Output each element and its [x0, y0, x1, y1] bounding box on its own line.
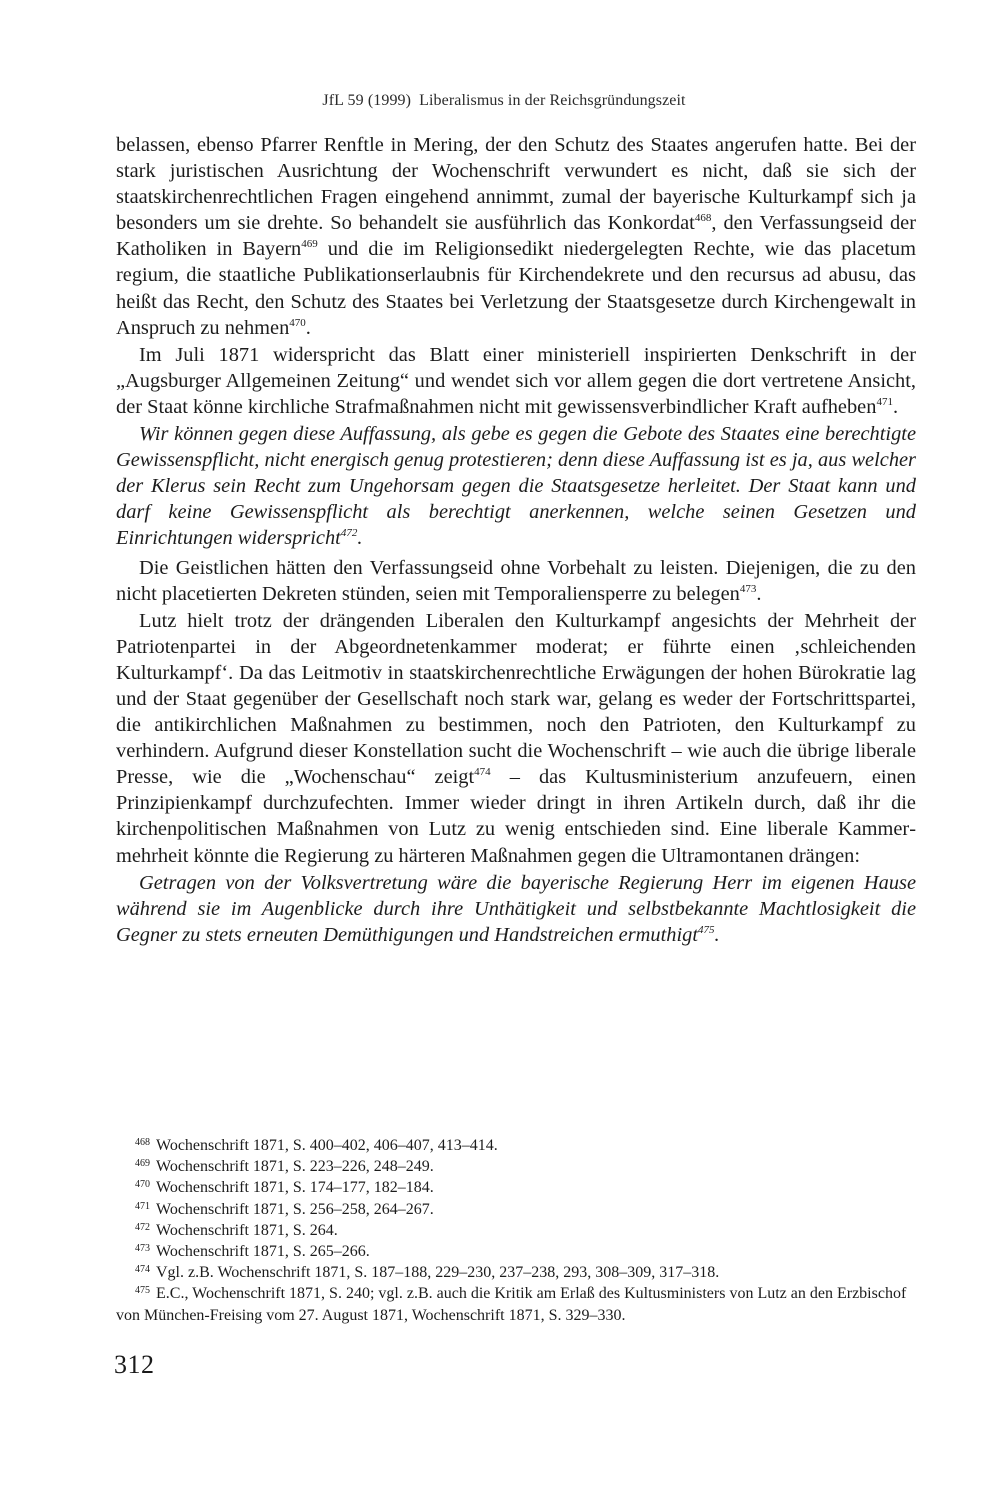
paragraph	[116, 342, 916, 420]
footnote-text: Wochenschrift 1871, S. 174–177, 182–184.	[156, 1179, 434, 1197]
text-run: – das Kultusministerium anzufeuern, einen Prinzipienkampf durchzufechten. Immer wieder dringt in ihren Artikeln durch, daß ihr die kirchenpolitischen Maßnahmen von Lutz zu wenig entschieden sind. Eine liberale Kammermehrheit könnte die Regierung zu härteren Maßnahmen gegen die Ultramontanen drängen:	[116, 766, 916, 867]
footnote-ref[interactable]: 468	[694, 212, 712, 225]
footnote-text: Wochenschrift 1871, S. 264.	[156, 1221, 338, 1239]
text-run: , den Verfassungseid der Katholiken in Bayern	[116, 212, 916, 261]
page-number: 312	[114, 1350, 155, 1379]
footnote	[116, 1241, 916, 1262]
footnotes	[116, 1135, 916, 1326]
footnote-text: Wochenschrift 1871, S. 256–258, 264–267.	[156, 1200, 434, 1218]
footnote-ref[interactable]: 471	[876, 395, 893, 408]
footnote	[116, 1199, 916, 1220]
text-run: .	[756, 582, 762, 605]
footnote-number: 470	[135, 1179, 150, 1191]
footnote-number: 475	[135, 1285, 150, 1297]
text-run: Getragen von der Volksvertretung wäre die bayerische Regierung Herr im eigenen Hause während sie im Augenblicke durch ihre Unthätigkeit und selbstbekannte Machtlosigkeit die Gegner zu stets erneuten Demüthigungen und Handstreichen ermuthigt	[116, 871, 916, 946]
body-text	[116, 132, 916, 951]
running-head-title: Liberalismus in der Reichsgründungszeit	[419, 92, 686, 109]
running-head-journal: JfL 59 (1999)	[322, 92, 412, 109]
footnote-text: Wochenschrift 1871, S. 265–266.	[156, 1243, 370, 1261]
text-run: .	[305, 316, 311, 339]
block-quote	[116, 870, 916, 948]
footnote-ref[interactable]: 472	[340, 527, 358, 540]
footnote-number: 468	[135, 1137, 150, 1148]
text-run: .	[892, 395, 899, 418]
text-run: Die Geistlichen hätten den Verfassungseid ohne Vorbehalt zu leisten. Diejenigen, die zu den nicht placetierten Dekreten stünden, seien mit Temporaliensperre zu belegen	[116, 556, 916, 605]
footnote-number: 469	[135, 1158, 150, 1170]
footnote-text: Wochenschrift 1871, S. 223–226, 248–249.	[156, 1158, 434, 1176]
footnote	[116, 1220, 916, 1241]
text-run: und die im Religionsedikt niedergelegten Rechte, wie das placetum regium, die staatliche Publikationserlaubnis für Kirchendekrete und den recursus ad abusu, das heißt das Recht, den Schutz des Staates bei Verletzung der Staatsgesetze durch Kirchengewalt in Anspruch zu nehmen	[116, 238, 916, 339]
footnote-number: 473	[135, 1243, 150, 1255]
block-quote	[116, 421, 916, 551]
footnote-number: 471	[135, 1200, 150, 1212]
text-run: belassen, ebenso Pfarrer Renftle in Mering, der den Schutz des Staates angerufen hatte. Bei der stark juristischen Ausrichtung der Wochenschrift verwundert es nicht, daß sie sich der staatskirchenrechtlichen Fragen eingehend annimmt, zumal der bayerische Kulturkampf sich ja besonders um sie drehte. So behandelt sie ausführlich das Konkordat	[116, 134, 916, 235]
footnote	[116, 1177, 916, 1198]
text-run: .	[714, 923, 720, 946]
text-run: Wir können gegen diese Auffassung, als gebe es gegen die Gebote des Staates eine berechtigte Gewissenspflicht, nicht energisch genug protestieren; denn diese Auffassung ist es ja, aus welcher der Klerus sein Recht zum Ungehorsam gegen die Staatsgesetze herleitet. Der Staat kann und darf keine Gewissenspflicht als berechtigt anerkennen, welche seinen Gesetzen und Einrichtungen widerspricht	[116, 423, 916, 550]
footnote-text: Wochenschrift 1871, S. 400–402, 406–407, 413–414.	[156, 1137, 498, 1154]
footnote-number: 472	[135, 1221, 150, 1233]
footnote	[116, 1156, 916, 1177]
footnote-ref[interactable]: 470	[289, 316, 306, 329]
footnote	[116, 1135, 916, 1156]
footnote-text: Vgl. z.B. Wochenschrift 1871, S. 187–188, 229–230, 237–238, 293, 308–309, 317–318.	[156, 1264, 720, 1282]
footnote	[116, 1283, 916, 1325]
paragraph	[116, 555, 916, 607]
footnote	[116, 1262, 916, 1283]
footnote-number: 474	[135, 1264, 150, 1276]
running-head	[0, 92, 1000, 110]
paragraph	[116, 132, 916, 341]
text-run: .	[357, 527, 363, 550]
text-run: Im Juli 1871 widerspricht das Blatt einer ministeriell inspirierten Denkschrift in der „Augsburger Allgemeinen Zeitung“ und wendet sich vor allem gegen die dort vertretene Ansicht, der Staat könne kirchliche Strafmaßnahmen nicht mit gewissensverbindlicher Kraft aufheben	[116, 343, 916, 418]
footnote-ref[interactable]: 475	[697, 923, 715, 936]
footnote-ref[interactable]: 474	[474, 766, 491, 779]
paragraph	[116, 608, 916, 869]
text-run: Lutz hielt trotz der drängenden Liberalen den Kulturkampf angesichts der Mehrheit der Patriotenpartei in der Abgeordnetenkammer moderat; er führte einen ‚schleichenden Kulturkampf‘. Da das Leitmotiv in staatskirchenrechtliche Erwägungen der hohen Bürokratie lag und der Staat gegenüber der Gesellschaft noch stark war, gelang es weder der Fortschrittspartei, die antikirchlichen Maßnahmen zu bestimmen, noch den Patrioten, den Kulturkampf zu verhindern. Aufgrund dieser Konstellation sucht die Wochenschrift – wie auch die übrige liberale Presse, wie die „Wochenschau“ zeigt	[116, 609, 916, 789]
footnote-ref[interactable]: 473	[739, 582, 757, 595]
footnote-text: E.C., Wochenschrift 1871, S. 240; vgl. z.B. auch die Kritik am Erlaß des Kultusministers von Lutz an den Erzbischof von München-Freising vom 27. August 1871, Wochenschrift 1871, S. 329–330.	[116, 1285, 907, 1324]
footnote-ref[interactable]: 469	[301, 238, 318, 251]
